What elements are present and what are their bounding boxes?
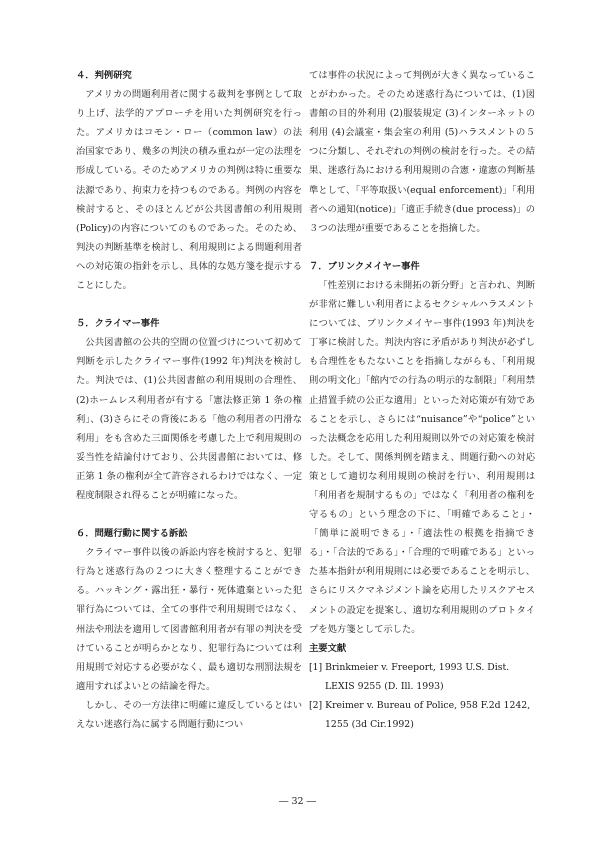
section-5-heading: ５．クライマー事件 (76, 318, 160, 330)
reference-item: [2] Kreimer v. Bureau of Police, 958 F.2d 1242, 1255 (3d Cir.1992) (309, 700, 531, 731)
right-column (309, 66, 535, 734)
section-6-continued: ては事件の状況によって判例が大きく異なっていることがわかった。そのため迷惑行為については、(1)図書館の目的外利用 (2)服装規定 (3)インターネットの利用 (4)会議室・集会室の利用 (5)ハラスメントの５つに分類し、それぞれの判例の検討を行った。その結果、迷惑行為における利用規則の合憲・違憲の判断基準として、「平等取扱い(equal enforcement)」「利用者への通知(notice)」「適正手続き(due process)」の３つの法理が重要であることを指摘した。 (309, 70, 535, 234)
left-column (76, 66, 302, 734)
section-6-body-2: しかし、その一方法律に明確に違反しているとはいえない迷惑行為に属する問題行動につい (76, 699, 302, 730)
section-7-body: 「性差別における未開拓の新分野」と言われ、判断が非常に難しい利用者によるセクシャルハラスメントについては、ブリンクメイヤー事件(1993 年)判決を丁寧に検討した。判決内容に矛盾があり判決が必ずしも合理性をもたないことを指摘しながらも、「利用規則の明文化」「館内での行為の明示的な制限」「利用禁止措置手続の公正な適用」といった対応策が有効であることを示し、さらには“nuisance”や“police”といった法概念を応用した利用規則以外での対応策を検討した。そして、関係判例を踏まえ、問題行動への対応策として適切な利用規則の検討を行い、利用規則は「利用者を規制するもの」ではなく「利用者の権利を守るもの」という理念の下に、「明確であること」・「簡単に説明できる」・「適法性の根拠を指摘できる」・「合法的である」・「合理的で明確である」といった基本指針が利用規則には必要であることを明示し、さらにリスクマネジメント論を応用したリスクアセスメントの設定を提案し、適切な利用規則のプロトタイプを処方箋として示した。 (309, 279, 535, 635)
section-5-body: 公共図書館の公共的空間の位置づけについて初めて判断を示したクライマー事件(1992 年)判決を検討した。判決では、(1)公共図書館の利用規則の合理性、(2)ホームレス利用者が有する「憲法修正第 1 条の権利」、(3)さらにその背後にある「他の利用者の円滑な利用」をも含めた三面関係を考慮した上で利用規則の妥当性を結論付けており、公共図書館においては、修正第 1 条の権利が全て許容されるわけではなく、一定程度制限され得ることが明確になった。 (76, 337, 302, 501)
section-6-heading: ６．問題行動に関する訴訟 (76, 528, 188, 540)
page-number: ― 32 ― (278, 796, 317, 807)
section-7-heading: ７．ブリンクメイヤー事件 (309, 260, 420, 272)
section-4-body: アメリカの問題利用者に関する裁判を事例として取り上げ、法学的アプローチを用いた判例研究を行った。アメリカはコモン・ロー（common law）の法治国家であり、幾多の判決の積み重ねが一定の法理を形成している。そのためアメリカの判例は特に重要な法源であり、拘束力を持つものである。判例の内容を検討すると、そのほとんどが公共図書館の利用規則(Policy)の内容についてのものであった。そのため、判決の判断基準を検討し、利用規則による問題利用者への対応策の指針を示し、具体的な処方箋を提示することにした。 (76, 89, 302, 292)
section-4-heading: ４．判例研究 (76, 70, 132, 81)
section-6-body-1: クライマー事件以後の訴訟内容を検討すると、犯罪行為と迷惑行為の２つに大きく整理することができる。ハッキング・露出狂・暴行・死体遺棄といった犯罪行為については、全ての事件で利用規則ではなく、州法や刑法を適用して図書館利用者が有罪の判決を受けていることが明らかとなり、犯罪行為については利用規則で対応する必要がなく、最も適切な刑罰法規を適用すればよいとの結論を得た。 (76, 547, 302, 692)
reference-item: [1] Brinkmeier v. Freeport, 1993 U.S. Dist. LEXIS 9255 (D. Ill. 1993) (309, 661, 510, 692)
references-heading: 主要文献 (309, 642, 347, 654)
